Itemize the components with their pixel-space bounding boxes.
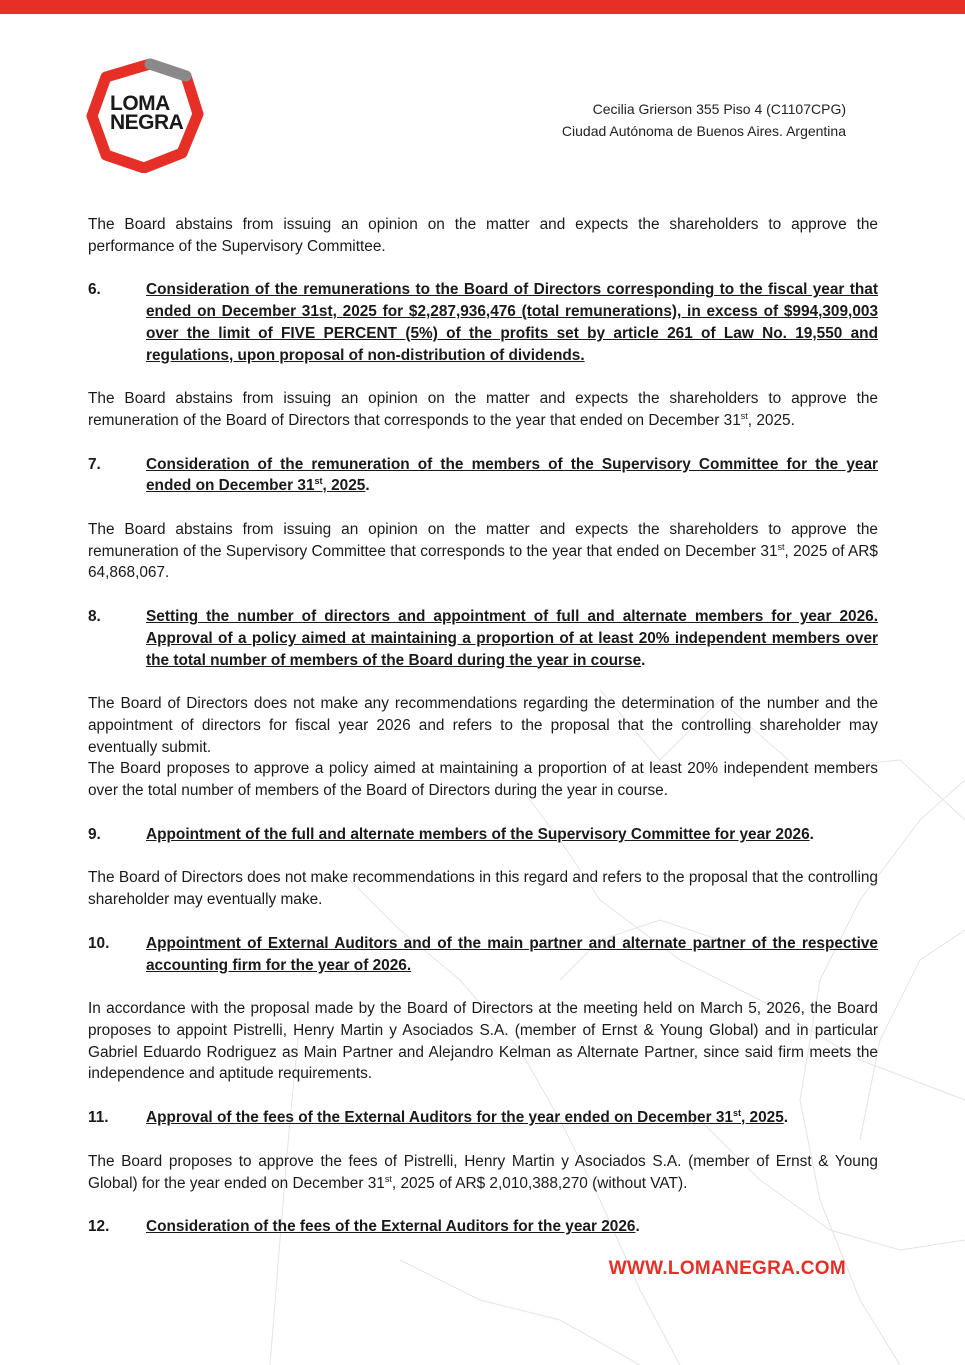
item-number: 10. bbox=[88, 934, 110, 952]
item-11-paragraph: The Board proposes to approve the fees of Pistrelli, Henry Martin y Asociados S.A. (member of Ernst & Young Global) for the year ended on December 31st, 2025 of AR$ 2,010,388,270 (without VAT). bbox=[88, 1152, 878, 1192]
agenda-item-10 bbox=[88, 933, 878, 976]
item-title: Consideration of the remuneration of the members of the Supervisory Committee for the year ended on December 31st, 2025. bbox=[146, 455, 878, 495]
item-title: Consideration of the fees of the External Auditors for the year 2026. bbox=[146, 1218, 640, 1236]
item-8-paragraph-2: The Board proposes to approve a policy aimed at maintaining a proportion of at least 20% independent members over the total number of members of the Board of Directors during the year in course. bbox=[88, 760, 878, 800]
agenda-item-6 bbox=[88, 279, 878, 366]
item-10-paragraph: In accordance with the proposal made by the Board of Directors at the meeting held on March 5, 2026, the Board proposes to appoint Pistrelli, Henry Martin y Asociados S.A. (member of Ernst & Young Global) and in particular Gabriel Eduardo Rodriguez as Main Partner and Alejandro Kelman as Alternate Partner, since said firm meets the independence and aptitude requirements. bbox=[88, 1000, 878, 1083]
agenda-item-9 bbox=[88, 824, 878, 846]
document-body bbox=[88, 214, 878, 1238]
item-6-paragraph: The Board abstains from issuing an opinion on the matter and expects the shareholders to approve the remuneration of the Board of Directors that corresponds to the year that ended on December 31st, 2025. bbox=[88, 390, 878, 429]
item-number: 12. bbox=[88, 1218, 110, 1236]
agenda-item-11 bbox=[88, 1107, 878, 1129]
item-number: 8. bbox=[88, 608, 101, 626]
item-title: Setting the number of directors and appointment of full and alternate members for year 2026. Approval of a policy aimed at maintaining a proportion of at least 20% independent members over the total number of members of the Board during the year in course. bbox=[146, 608, 878, 669]
agenda-item-8 bbox=[88, 606, 878, 671]
item-title: Appointment of the full and alternate members of the Supervisory Committee for year 2026. bbox=[146, 825, 814, 843]
item-9-paragraph: The Board of Directors does not make recommendations in this regard and refers to the proposal that the controlling shareholder may eventually make. bbox=[88, 869, 878, 909]
address-line-1: Cecilia Grierson 355 Piso 4 (C1107CPG) bbox=[592, 101, 846, 117]
intro-paragraph: The Board abstains from issuing an opinion on the matter and expects the shareholders to approve the performance of the Supervisory Committee. bbox=[88, 216, 878, 255]
footer-website-link[interactable]: WWW.LOMANEGRA.COM bbox=[608, 1258, 846, 1279]
company-address bbox=[562, 98, 846, 142]
agenda-item-12 bbox=[88, 1216, 878, 1238]
company-logo bbox=[86, 58, 204, 173]
item-8-paragraph-1: The Board of Directors does not make any recommendations regarding the determination of the number and the appointment of directors for fiscal year 2026 and refers to the proposal that the controlling shareholder may eventually submit. bbox=[88, 695, 878, 756]
top-accent-bar bbox=[0, 0, 965, 14]
item-title: Consideration of the remunerations to the Board of Directors corresponding to the fiscal year that ended on December 31st, 2025 for $2,287,936,476 (total remunerations), in excess of $994,309,003 over the limit of FIVE PERCENT (5%) of the profits set by article 261 of Law No. 19,550 and regulations, upon proposal of non-distribution of dividends. bbox=[146, 281, 878, 364]
item-title: Appointment of External Auditors and of the main partner and alternate partner of the respective accounting firm for the year of 2026. bbox=[146, 934, 878, 974]
logo-wordmark: LOMA NEGRA bbox=[110, 92, 184, 134]
item-number: 11. bbox=[88, 1109, 109, 1127]
item-number: 9. bbox=[88, 825, 101, 843]
item-title: Approval of the fees of the External Auditors for the year ended on December 31st, 2025. bbox=[146, 1108, 789, 1127]
address-line-2: Ciudad Autónoma de Buenos Aires. Argentina bbox=[561, 123, 846, 139]
item-number: 6. bbox=[88, 281, 101, 299]
item-7-paragraph: The Board abstains from issuing an opinion on the matter and expects the shareholders to approve the remuneration of the Supervisory Committee that corresponds to the year that ended on December 31st, 2025 of AR$ 64,868,067. bbox=[88, 521, 878, 582]
agenda-item-7 bbox=[88, 454, 878, 497]
item-number: 7. bbox=[88, 455, 101, 473]
